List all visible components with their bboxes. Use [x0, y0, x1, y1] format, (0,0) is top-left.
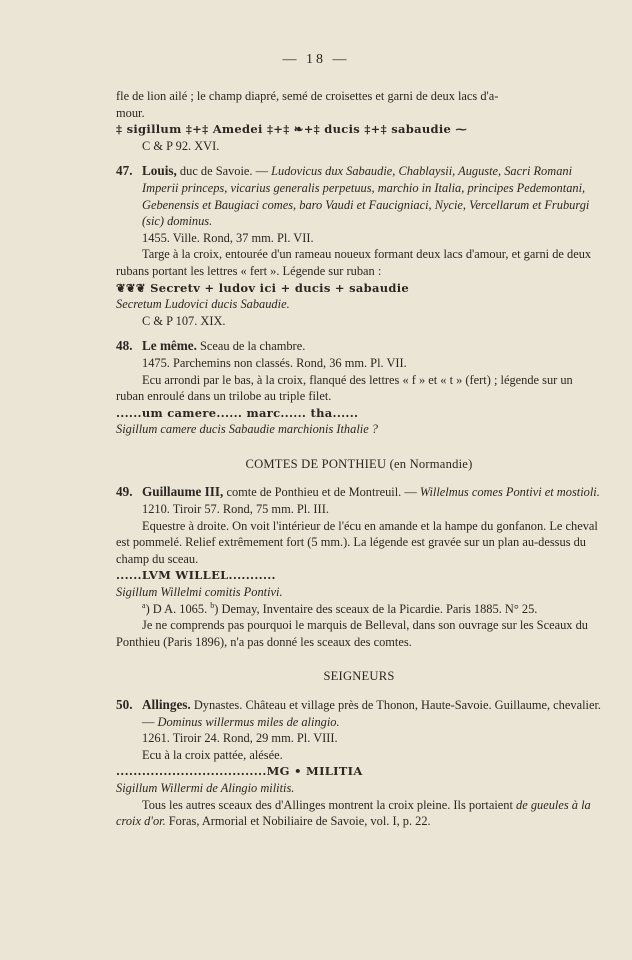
legend-latin: Sigillum camere ducis Sabaudie marchionis Ithalie ?: [116, 422, 378, 437]
legend-latin: Secretum Ludovici ducis Sabaudie.: [116, 297, 290, 312]
section-heading: SEIGNEURS: [323, 669, 395, 684]
entry-title-block: [116, 338, 602, 355]
entry-latin: Ludovicus dux Sabaudie, Chablaysii, Auguste, Sacri Romani Imperii princeps, vicarius generalis perpetuus, marchio in Italia, principes Pedemontani, Gebenensis et Baugiaci comes, baro Vaudi et Faucigniaci, Nycie, Vercellarum et Fruburgi (sic) dominus.: [142, 164, 590, 229]
reference: C & P 92. XVI.: [142, 138, 220, 153]
entry-description: Ecu arrondi par le bas, à la croix, flanqué des lettres « f » et « t » (fert) ; légende sur un ruban enroulé dans un trilobe au triple filet.: [116, 372, 573, 404]
entry-meta: 1475. Parchemins non classés. Rond, 36 mm. Pl. VII.: [142, 355, 407, 370]
seal-legend: ......LVM WILLEL...........: [116, 568, 276, 583]
entry-name: Guillaume III,: [142, 484, 224, 500]
intro-line: fle de lion ailé ; le champ diapré, semé de croisettes et garni de deux lacs d'a-: [116, 89, 499, 103]
footnote-refs: [116, 601, 602, 618]
catalog-entry: [116, 484, 602, 650]
seal-legend: ...................................MG • MILITIA: [116, 764, 363, 779]
entry-title-block: [116, 163, 602, 229]
catalog-entry: [116, 163, 602, 329]
remark-blazon: de gueules à la croix d'or.: [116, 797, 591, 829]
entry-number: 49.: [116, 484, 133, 500]
note-marker: b: [210, 600, 215, 610]
reference: C & P 107. XIX.: [142, 313, 226, 328]
entry-number: 48.: [116, 338, 133, 354]
entry-title: Sceau de la chambre.: [196, 339, 306, 354]
entry-heading: [116, 163, 602, 229]
page-number: — 18 —: [282, 52, 350, 67]
entry-heading: [116, 484, 602, 501]
entry-description: Equestre à droite. On voit l'intérieur de l'écu en amande et la hampe du gonfanon. Le cheval est pommelé. Relief extrêmement fort (5 mm.). La légende est gravée sur un plan au-dessus du champ du sceau.: [116, 518, 598, 566]
entry-description: Ecu à la croix pattée, alésée.: [142, 747, 283, 762]
seal-legend: ❦❦❦ Secretv + ludov ici + ducis + sabaudie: [116, 280, 410, 295]
seal-legend: ‡ sigillum ‡+‡ Amedei ‡+‡ ❧+‡ ducis ‡+‡ sabaudie ⁓: [116, 122, 468, 137]
note-marker: a: [142, 600, 146, 610]
entry-name: Le même.: [142, 338, 197, 354]
entry-number: 47.: [116, 163, 133, 179]
entry-remark: Je ne comprends pas pourquoi le marquis de Belleval, dans son ouvrage sur les Sceaux du Ponthieu (Paris 1896), n'a pas donné les sceaux des comtes.: [116, 618, 588, 649]
note-text: ) Demay, Inventaire des sceaux de la Picardie. Paris 1885. N° 25.: [214, 601, 538, 616]
legend-latin: Sigillum Willelmi comitis Pontivi.: [116, 585, 283, 600]
entry-title-block: [116, 484, 602, 501]
entry-latin: Willelmus comes Pontivi et mostioli.: [419, 485, 600, 500]
legend-latin: Sigillum Willermi de Alingio militis.: [116, 780, 295, 795]
entry-name: Louis,: [142, 163, 177, 179]
intro-line: mour.: [116, 105, 145, 120]
catalog-entry: [116, 697, 602, 830]
entry-number: 50.: [116, 697, 133, 712]
entry-title: duc de Savoie. —: [176, 164, 272, 179]
entry-title: comte de Ponthieu et de Montreuil. —: [223, 485, 420, 500]
catalog-entry: [116, 338, 602, 438]
entry-name: Allinges.: [142, 697, 191, 712]
entry-description: Targe à la croix, entourée d'un rameau noueux formant deux lacs d'amour, et garni de deux rubans portant les lettres « fert ». Légende sur ruban :: [116, 247, 592, 278]
note-text: ) D A. 1065.: [145, 601, 211, 616]
remark-source: Foras, Armorial et Nobiliaire de Savoie, vol. I, p. 22.: [165, 814, 431, 829]
entry-heading: [116, 338, 602, 355]
entry-latin: Dominus willermus miles de alingio.: [157, 714, 340, 729]
page-content: [116, 88, 602, 830]
remark-text: Tous les autres sceaux des d'Allinges montrent la croix pleine. Ils portaient: [142, 797, 517, 812]
entry-heading: [116, 697, 602, 730]
entry-meta: 1261. Tiroir 24. Rond, 29 mm. Pl. VIII.: [142, 731, 338, 746]
entry-meta: 1210. Tiroir 57. Rond, 75 mm. Pl. III.: [142, 502, 329, 517]
entry-title-block: [116, 697, 602, 730]
entry-meta: 1455. Ville. Rond, 37 mm. Pl. VII.: [142, 230, 314, 245]
entry-remark: [116, 797, 602, 830]
seal-legend: ......um camere...... marc...... tha......: [116, 405, 359, 420]
section-heading: COMTES DE PONTHIEU (en Normandie): [245, 456, 473, 471]
entry-title: Dynastes. Château et village près de Thonon, Haute-Savoie. Guillaume, chevalier. —: [142, 698, 601, 729]
